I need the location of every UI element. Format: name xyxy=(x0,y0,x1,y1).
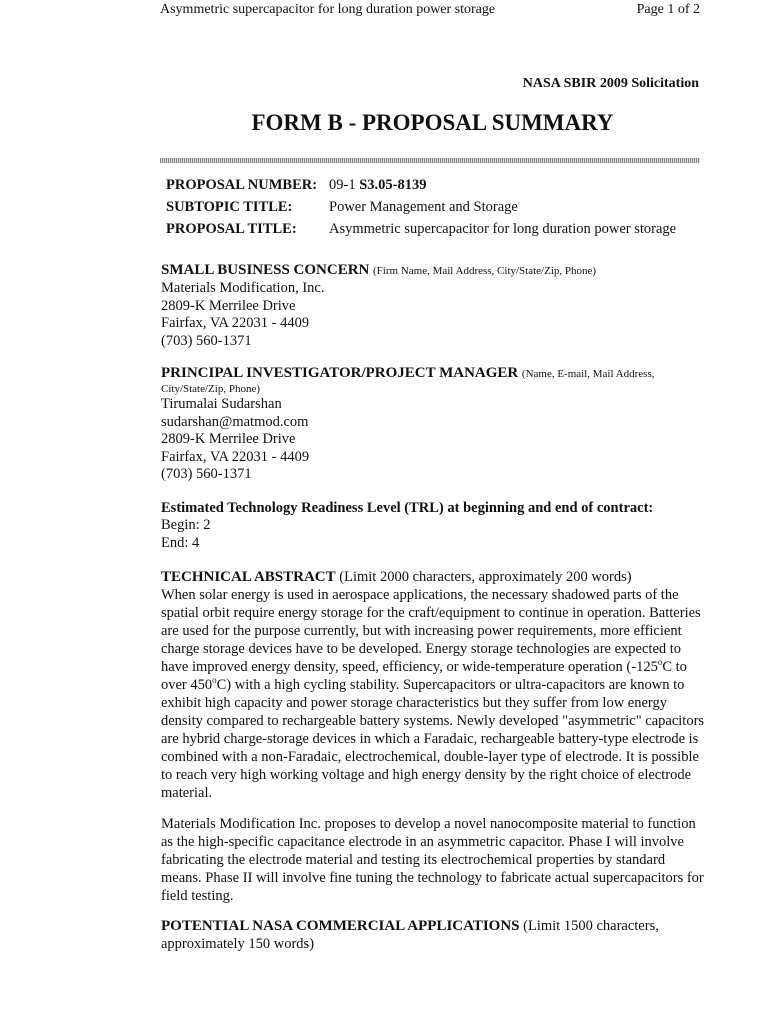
page-number: Page 1 of 2 xyxy=(636,2,700,17)
business-name: Materials Modification, Inc. xyxy=(161,280,325,297)
subtopic-label: SUBTOPIC TITLE: xyxy=(166,199,293,215)
trl-end: End: 4 xyxy=(161,534,200,551)
pi-city: Fairfax, VA 22031 - 4409 xyxy=(161,448,310,465)
abstract-limit: (Limit 2000 characters, approximately 200 words) xyxy=(339,569,632,585)
abstract-heading: TECHNICAL ABSTRACT xyxy=(161,569,336,585)
solicitation-label: NASA SBIR 2009 Solicitation xyxy=(522,76,699,91)
proposal-number-prefix: 09-1 xyxy=(329,177,356,193)
business-section xyxy=(161,262,706,350)
business-phone: (703) 560-1371 xyxy=(161,332,252,349)
business-city: Fairfax, VA 22031 - 4409 xyxy=(161,315,310,332)
pi-section xyxy=(161,365,706,483)
proposal-title-label: PROPOSAL TITLE: xyxy=(166,221,297,237)
pi-note-continued: City/State/Zip, Phone) xyxy=(161,383,260,396)
abstract-text-a: When solar energy is used in aerospace applications, the necessary shadowed parts of the spatial orbit require energy storage for the craft/equipment to continue in operation. Batteries are used for the purpose currently, but with increasing power requirements, more efficient charge storage devices have to be developed. Energy storage technologies are expected to have improved energy density, speed, efficiency, or wide-temperature operation (-125 xyxy=(161,587,701,675)
proposal-number-row xyxy=(166,174,676,196)
subtopic-row xyxy=(166,196,676,218)
business-note: (Firm Name, Mail Address, City/State/Zip, Phone) xyxy=(373,265,597,277)
business-street: 2809-K Merrilee Drive xyxy=(161,297,296,314)
pi-name: Tirumalai Sudarshan xyxy=(161,396,282,413)
proposal-info xyxy=(166,174,676,240)
abstract-text-c: C) with a high cycling stability. Supercapacitors or ultra-capacitors are known to exhibit high capacity and power storage characteristics but they suffer from low energy density compared to rechargeable battery systems. Newly developed "asymmetric" capacitors are hybrid charge-storage devices in which a Faradaic, rechargeable battery-type electrode is combined with a non-Faradaic, electrochemical, double-layer type of electrode. It is possible to reach very high working voltage and high energy density by the right choice of electrode material. xyxy=(161,677,705,801)
proposal-title-row xyxy=(166,218,676,240)
commercial-heading: POTENTIAL NASA COMMERCIAL APPLICATIONS xyxy=(161,918,520,934)
pi-note: (Name, E-mail, Mail Address, xyxy=(521,368,655,380)
proposal-title-value: Asymmetric supercapacitor for long duration power storage xyxy=(329,221,677,237)
commercial-limit: (Limit 1500 characters, approximately 150 words) xyxy=(161,918,659,952)
divider-rule xyxy=(160,158,700,163)
business-heading: SMALL BUSINESS CONCERN xyxy=(161,262,370,278)
abstract-heading-row xyxy=(161,569,706,586)
pi-heading: PRINCIPAL INVESTIGATOR/PROJECT MANAGER xyxy=(161,365,519,381)
degree-symbol: o xyxy=(212,675,217,686)
pi-phone: (703) 560-1371 xyxy=(161,466,252,483)
pi-email: sudarshan@matmod.com xyxy=(161,413,309,430)
abstract-paragraph-2: Materials Modification Inc. proposes to develop a novel nanocomposite material to function as the high-specific capacitance electrode in an asymmetric capacitor. Phase I will involve fabricating the electrode material and testing its electrochemical properties by standard means. Phase II will involve fine tuning the technology to fabricate actual supercapacitors for field testing. xyxy=(161,816,704,904)
proposal-number-label: PROPOSAL NUMBER: xyxy=(166,177,318,193)
commercial-section xyxy=(161,917,706,953)
form-title: FORM B - PROPOSAL SUMMARY xyxy=(251,110,614,135)
trl-section xyxy=(161,500,706,552)
running-header-title: Asymmetric supercapacitor for long duration power storage xyxy=(160,2,496,17)
proposal-number-value: S3.05-8139 xyxy=(359,177,427,193)
abstract-paragraph-1 xyxy=(161,586,706,802)
degree-symbol: o xyxy=(657,657,663,668)
pi-street: 2809-K Merrilee Drive xyxy=(161,431,296,448)
subtopic-value: Power Management and Storage xyxy=(329,199,518,215)
trl-heading: Estimated Technology Readiness Level (TRL) at beginning and end of contract: xyxy=(161,500,654,516)
abstract-text-b: C to over 450 xyxy=(161,659,687,693)
trl-begin: Begin: 2 xyxy=(161,517,211,534)
